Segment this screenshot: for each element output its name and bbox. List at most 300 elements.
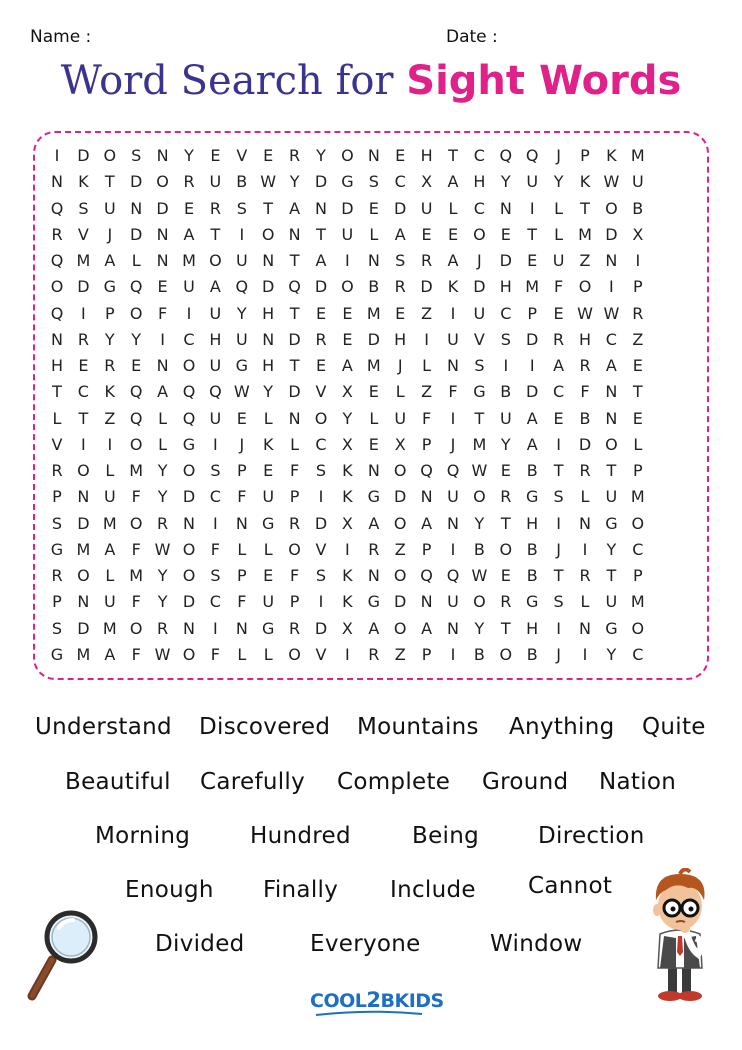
grid-letter: B <box>473 644 485 664</box>
grid-letter: P <box>289 487 300 507</box>
grid-letter: M <box>76 644 91 664</box>
grid-letter: O <box>605 434 618 454</box>
grid-letter: R <box>51 566 63 585</box>
grid-letter: U <box>605 592 618 612</box>
grid-letter: G <box>261 618 275 638</box>
grid-letter: L <box>554 224 564 244</box>
grid-letter: G <box>235 356 248 375</box>
word-item: Quite <box>642 714 706 740</box>
grid-letter: C <box>209 487 221 507</box>
grid-letter: X <box>341 618 353 638</box>
grid-letter: D <box>394 198 407 218</box>
grid-letter: M <box>182 251 196 270</box>
grid-letter: U <box>209 408 222 428</box>
grid-letter: Q <box>235 277 249 297</box>
grid-letter: Q <box>446 566 460 585</box>
grid-letter: R <box>183 172 195 192</box>
grid-letter: F <box>289 566 300 585</box>
grid-letter: O <box>473 224 486 244</box>
grid-letter: Z <box>632 329 644 349</box>
grid-letter: V <box>315 644 327 664</box>
grid-row <box>44 353 704 379</box>
grid-letter: S <box>78 198 89 218</box>
grid-letter: N <box>605 382 618 402</box>
grid-letter: V <box>236 146 248 165</box>
grid-letter: R <box>289 146 301 165</box>
grid-letter: T <box>316 224 326 244</box>
grid-letter: N <box>499 198 512 218</box>
grid-letter: S <box>395 251 406 270</box>
word-item: Hundred <box>250 823 351 849</box>
grid-letter: L <box>131 251 141 270</box>
grid-letter: U <box>103 487 116 507</box>
grid-letter: H <box>499 277 512 297</box>
grid-letter: W <box>154 539 171 559</box>
grid-letter: C <box>500 303 512 323</box>
grid-letter: N <box>579 513 591 533</box>
logo-text-b: 2 <box>366 988 381 1012</box>
grid-letter: U <box>262 592 275 612</box>
grid-letter: Q <box>420 566 433 585</box>
grid-letter: W <box>471 566 488 585</box>
grid-letter: O <box>499 644 513 664</box>
grid-letter: F <box>210 539 220 559</box>
grid-letter: J <box>450 434 456 454</box>
logo-text-a: COOL <box>310 990 367 1012</box>
grid-letter: U <box>499 408 512 428</box>
grid-letter: D <box>288 329 301 349</box>
grid-letter: Y <box>263 382 274 402</box>
grid-letter: L <box>422 356 432 375</box>
grid-letter: Y <box>289 172 300 192</box>
grid-letter: T <box>263 198 274 218</box>
grid-letter: L <box>448 198 458 218</box>
grid-letter: J <box>556 146 561 165</box>
grid-letter: C <box>77 382 89 402</box>
grid-letter: S <box>553 592 564 612</box>
grid-letter: F <box>131 539 141 559</box>
grid-letter: C <box>632 539 644 559</box>
grid-letter: P <box>104 303 115 323</box>
grid-letter: T <box>289 251 300 270</box>
grid-letter: R <box>104 356 116 375</box>
word-item: Discovered <box>199 714 331 740</box>
grid-letter: A <box>368 513 380 533</box>
grid-letter: R <box>421 251 433 270</box>
grid-letter: I <box>160 329 165 349</box>
grid-letter: I <box>582 644 588 664</box>
grid-letter: H <box>420 146 433 165</box>
grid-letter: O <box>499 539 513 559</box>
word-item: Understand <box>35 714 172 740</box>
title-part-2: Sight Words <box>406 58 682 104</box>
grid-letter: E <box>632 408 643 428</box>
grid-letter: E <box>553 303 564 323</box>
grid-letter: E <box>500 461 511 480</box>
word-item: Ground <box>482 769 569 795</box>
grid-letter: G <box>50 539 64 559</box>
grid-letter: T <box>580 198 590 218</box>
grid-letter: O <box>393 618 407 638</box>
grid-letter: G <box>605 513 618 533</box>
word-item: Morning <box>95 823 191 849</box>
grid-letter: D <box>77 618 90 638</box>
grid-letter: D <box>526 329 539 349</box>
grid-letter: D <box>182 592 196 612</box>
grid-letter: D <box>341 198 354 218</box>
word-item: Enough <box>125 877 214 903</box>
grid-letter: N <box>420 487 433 507</box>
grid-letter: J <box>556 644 561 664</box>
grid-letter: N <box>235 513 248 533</box>
grid-letter: T <box>289 303 300 323</box>
grid-letter: Y <box>606 644 617 664</box>
thinking-boy-illustration <box>640 868 720 1008</box>
grid-letter: F <box>157 303 168 323</box>
grid-letter: Q <box>50 198 64 218</box>
grid-letter: O <box>182 566 196 585</box>
grid-letter: E <box>527 251 538 270</box>
grid-letter: U <box>447 329 459 349</box>
grid-letter: F <box>421 408 432 428</box>
grid-letter: U <box>209 172 222 192</box>
grid-letter: A <box>421 513 433 533</box>
grid-letter: P <box>632 566 643 585</box>
grid-letter: N <box>315 198 327 218</box>
grid-letter: M <box>102 513 117 533</box>
grid-letter: E <box>553 408 564 428</box>
grid-letter: D <box>367 329 380 349</box>
grid-letter: F <box>210 644 220 664</box>
grid-letter: T <box>52 382 62 402</box>
grid-letter: X <box>341 513 353 533</box>
grid-letter: E <box>78 356 89 375</box>
grid-letter: E <box>263 461 274 480</box>
grid-letter: N <box>367 461 380 480</box>
grid-letter: A <box>526 408 538 428</box>
grid-letter: E <box>632 356 643 375</box>
grid-letter: E <box>315 303 327 323</box>
grid-letter: R <box>500 487 512 507</box>
grid-letter: U <box>394 408 407 428</box>
grid-letter: B <box>526 461 538 480</box>
grid-letter: T <box>210 224 221 244</box>
grid-letter: A <box>447 251 459 270</box>
grid-letter: S <box>315 461 327 480</box>
grid-letter: P <box>236 461 247 480</box>
grid-letter: T <box>448 146 458 165</box>
grid-letter: M <box>366 356 381 375</box>
grid-letter: Q <box>288 277 301 297</box>
grid-letter: O <box>631 513 645 533</box>
grid-letter: J <box>477 251 482 270</box>
grid-letter: I <box>556 618 561 638</box>
grid-letter: R <box>368 539 380 559</box>
grid-letter: F <box>289 461 300 480</box>
grid-letter: N <box>447 618 459 638</box>
grid-letter: Y <box>131 329 142 349</box>
grid-letter: Q <box>182 382 196 402</box>
grid-letter: E <box>315 356 327 375</box>
grid-letter: C <box>605 329 617 349</box>
grid-letter: E <box>236 408 247 428</box>
grid-letter: E <box>500 224 511 244</box>
grid-letter: N <box>156 356 169 375</box>
grid-letter: A <box>289 198 301 218</box>
grid-letter: M <box>76 539 91 559</box>
grid-letter: Q <box>50 251 64 270</box>
grid-letter: E <box>210 146 221 165</box>
grid-letter: N <box>183 513 195 533</box>
grid-letter: O <box>341 277 354 297</box>
grid-letter: N <box>367 566 380 585</box>
grid-letter: D <box>394 592 407 612</box>
grid-letter: W <box>233 382 250 402</box>
grid-letter: L <box>290 434 300 454</box>
grid-row <box>44 616 704 642</box>
word-item: Complete <box>337 769 451 795</box>
grid-letter: R <box>579 461 591 480</box>
grid-letter: F <box>131 592 141 612</box>
grid-letter: Y <box>157 461 168 480</box>
grid-letter: D <box>499 251 512 270</box>
grid-letter: G <box>367 592 380 612</box>
grid-letter: B <box>500 382 512 402</box>
grid-letter: A <box>104 644 116 664</box>
name-label: Name : <box>30 27 92 47</box>
grid-letter: O <box>156 172 169 192</box>
grid-letter: H <box>394 329 407 349</box>
grid-letter: I <box>529 356 535 375</box>
grid-letter: K <box>606 146 617 165</box>
grid-letter: O <box>103 146 117 165</box>
title-part-1: Word Search for <box>60 58 407 104</box>
grid-letter: V <box>315 382 327 402</box>
grid-letter: H <box>526 513 539 533</box>
grid-letter: O <box>631 618 645 638</box>
grid-letter: O <box>288 539 301 559</box>
grid-letter: D <box>314 277 328 297</box>
grid-letter: L <box>263 408 273 428</box>
grid-letter: Q <box>209 382 222 402</box>
grid-letter: O <box>182 539 196 559</box>
grid-letter: N <box>51 329 63 349</box>
grid-letter: L <box>395 382 405 402</box>
grid-letter: Q <box>182 408 196 428</box>
grid-letter: F <box>131 644 141 664</box>
grid-letter: R <box>51 461 63 480</box>
grid-letter: N <box>156 224 169 244</box>
word-item: Anything <box>509 714 615 740</box>
grid-letter: R <box>632 303 644 323</box>
grid-letter: A <box>553 356 565 375</box>
grid-letter: X <box>394 434 406 454</box>
grid-row <box>44 589 704 615</box>
grid-letter: U <box>262 487 275 507</box>
word-item: Carefully <box>200 769 306 795</box>
grid-letter: U <box>209 303 222 323</box>
grid-letter: V <box>51 434 63 454</box>
grid-letter: U <box>605 487 618 507</box>
grid-letter: U <box>235 329 248 349</box>
grid-letter: D <box>182 487 196 507</box>
grid-letter: B <box>632 198 644 218</box>
grid-letter: O <box>182 461 196 480</box>
grid-letter: N <box>156 251 169 270</box>
grid-letter: O <box>473 487 486 507</box>
grid-letter: P <box>632 277 643 297</box>
grid-letter: L <box>263 539 273 559</box>
grid-letter: O <box>473 592 486 612</box>
grid-letter: K <box>342 566 353 585</box>
grid-letter: S <box>315 566 327 585</box>
grid-letter: J <box>556 539 561 559</box>
grid-letter: D <box>314 618 328 638</box>
grid-letter: H <box>473 172 486 192</box>
grid-letter: Z <box>394 644 406 664</box>
grid-letter: L <box>105 461 115 480</box>
grid-letter: W <box>603 172 620 192</box>
grid-letter: C <box>183 329 195 349</box>
grid-letter: I <box>213 513 218 533</box>
grid-letter: Y <box>553 172 564 192</box>
word-item: Nation <box>599 769 677 795</box>
grid-letter: A <box>183 224 195 244</box>
grid-letter: C <box>553 382 565 402</box>
grid-letter: I <box>186 303 192 323</box>
grid-letter: U <box>526 172 539 192</box>
grid-letter: O <box>578 277 592 297</box>
grid-letter: D <box>420 277 433 297</box>
grid-letter: U <box>631 172 644 192</box>
grid-letter: J <box>397 356 403 375</box>
grid-letter: A <box>421 618 433 638</box>
grid-letter: K <box>342 461 353 480</box>
grid-letter: N <box>183 618 195 638</box>
grid-letter: T <box>632 382 643 402</box>
grid-letter: U <box>447 487 459 507</box>
grid-letter: A <box>315 251 327 270</box>
grid-letter: I <box>318 592 324 612</box>
grid-letter: W <box>471 461 488 480</box>
grid-letter: Y <box>474 618 485 638</box>
grid-letter: M <box>472 434 487 454</box>
grid-letter: D <box>526 382 539 402</box>
grid-letter: V <box>473 329 485 349</box>
grid-letter: Q <box>50 303 64 323</box>
grid-letter: S <box>500 329 511 349</box>
grid-letter: E <box>263 566 274 585</box>
grid-letter: H <box>526 618 539 638</box>
grid-letter: D <box>156 198 169 218</box>
grid-letter: Y <box>157 566 168 585</box>
grid-letter: T <box>78 408 89 428</box>
grid-letter: P <box>289 592 300 612</box>
grid-letter: M <box>129 566 144 585</box>
grid-letter: T <box>527 224 538 244</box>
grid-letter: Y <box>342 408 353 428</box>
grid-letter: M <box>129 461 144 480</box>
grid-letter: I <box>54 146 60 165</box>
grid-letter: T <box>606 566 617 585</box>
grid-letter: O <box>341 146 354 165</box>
grid-letter: G <box>473 382 486 402</box>
grid-letter: Q <box>129 408 143 428</box>
grid-letter: L <box>369 224 379 244</box>
grid-letter: O <box>129 618 143 638</box>
grid-letter: S <box>51 618 63 638</box>
grid-letter: E <box>342 329 353 349</box>
word-item: Everyone <box>310 931 421 957</box>
grid-letter: I <box>635 251 641 270</box>
grid-letter: D <box>130 172 143 192</box>
grid-letter: A <box>447 172 459 192</box>
grid-letter: F <box>448 382 458 402</box>
grid-letter: O <box>50 277 64 297</box>
word-item: Beautiful <box>65 769 171 795</box>
grid-letter: R <box>579 356 591 375</box>
grid-letter: T <box>104 172 115 192</box>
grid-letter: U <box>420 198 433 218</box>
grid-letter: N <box>447 513 459 533</box>
grid-letter: P <box>527 303 538 323</box>
grid-letter: T <box>500 513 511 533</box>
grid-letter: Z <box>421 382 433 402</box>
grid-letter: R <box>500 592 512 612</box>
grid-row <box>44 484 704 510</box>
word-item: Mountains <box>357 714 479 740</box>
date-label: Date : <box>446 27 498 47</box>
grid-letter: C <box>632 644 644 664</box>
grid-letter: I <box>609 277 614 297</box>
grid-letter: G <box>182 434 196 454</box>
grid-letter: S <box>210 461 221 480</box>
grid-letter: I <box>81 434 86 454</box>
grid-letter: W <box>603 303 620 323</box>
grid-letter: E <box>263 146 274 165</box>
grid-letter: L <box>52 408 62 428</box>
grid-letter: T <box>606 461 617 480</box>
grid-letter: K <box>78 172 89 192</box>
grid-letter: E <box>395 146 406 165</box>
grid-letter: X <box>421 172 433 192</box>
grid-letter: R <box>394 277 406 297</box>
grid-letter: W <box>154 644 171 664</box>
grid-letter: T <box>500 618 511 638</box>
grid-letter: O <box>393 513 407 533</box>
grid-letter: R <box>289 513 301 533</box>
grid-letter: S <box>236 198 247 218</box>
grid-letter: G <box>525 592 539 612</box>
grid-letter: N <box>605 251 618 270</box>
grid-letter: G <box>50 644 64 664</box>
page-title <box>0 58 742 104</box>
grid-letter: I <box>239 224 245 244</box>
grid-letter: V <box>315 539 327 559</box>
grid-row <box>44 406 704 432</box>
grid-letter: D <box>473 277 486 297</box>
grid-letter: P <box>236 566 247 585</box>
grid-letter: O <box>182 644 196 664</box>
grid-letter: T <box>553 461 564 480</box>
grid-letter: L <box>369 408 379 428</box>
grid-letter: O <box>129 303 143 323</box>
grid-letter: K <box>447 277 459 297</box>
grid-letter: I <box>345 644 350 664</box>
grid-letter: K <box>579 172 591 192</box>
grid-letter: I <box>107 434 113 454</box>
grid-letter: Z <box>394 539 406 559</box>
